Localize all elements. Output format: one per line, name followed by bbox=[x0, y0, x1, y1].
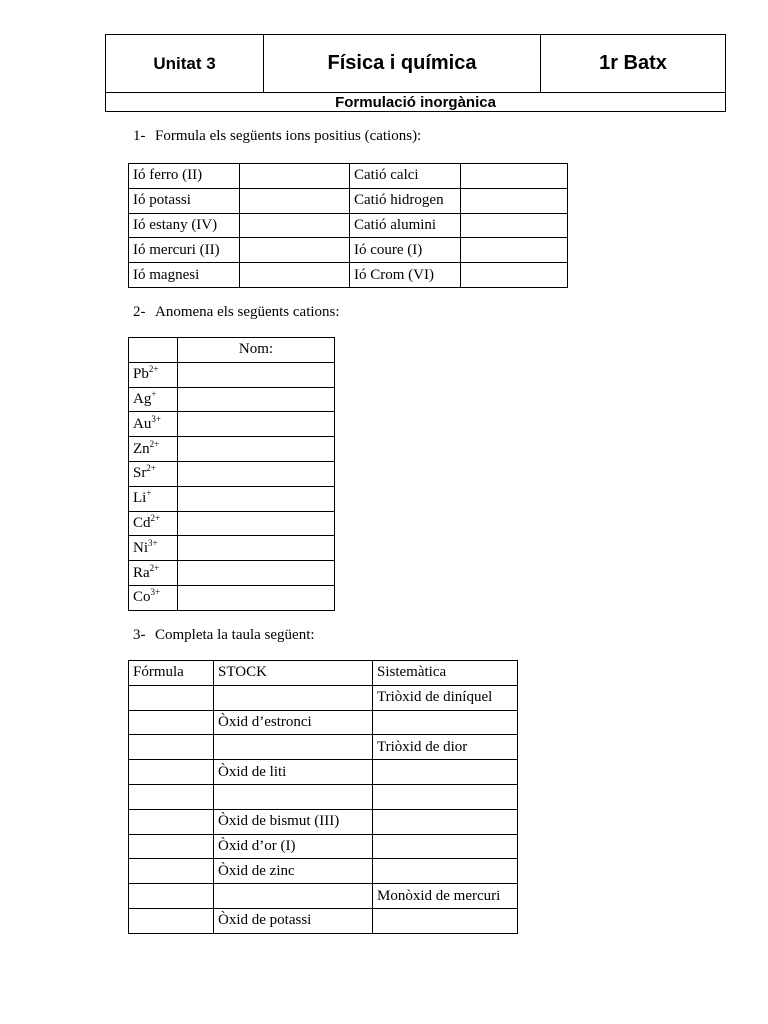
table-row bbox=[129, 809, 518, 834]
element-symbol: Zn bbox=[133, 440, 150, 457]
table-row bbox=[129, 263, 568, 288]
formula-column-header: Fórmula bbox=[129, 661, 214, 686]
answer-cell[interactable] bbox=[373, 859, 518, 884]
table-row bbox=[129, 784, 518, 809]
question-3-number: 3- bbox=[133, 627, 146, 643]
answer-cell[interactable] bbox=[214, 884, 373, 909]
answer-cell[interactable] bbox=[240, 263, 350, 288]
answer-cell[interactable] bbox=[461, 263, 568, 288]
answer-cell[interactable] bbox=[129, 760, 214, 785]
given-name-cell: Monòxid de mercuri bbox=[373, 884, 518, 909]
answer-cell[interactable] bbox=[178, 585, 335, 610]
ion-symbol-cell bbox=[129, 412, 178, 437]
element-symbol: Ra bbox=[133, 564, 150, 581]
answer-cell[interactable] bbox=[461, 188, 568, 213]
answer-cell[interactable] bbox=[214, 735, 373, 760]
given-name-cell: Òxid de bismut (III) bbox=[214, 809, 373, 834]
table-row bbox=[129, 859, 518, 884]
ion-charge: 2+ bbox=[149, 562, 160, 573]
table-row bbox=[129, 213, 568, 238]
stock-column-header: STOCK bbox=[214, 661, 373, 686]
table-row bbox=[129, 461, 335, 486]
ion-name-cell: Catió calci bbox=[350, 164, 461, 189]
ion-symbol-cell bbox=[129, 486, 178, 511]
answer-cell[interactable] bbox=[129, 809, 214, 834]
table-row bbox=[129, 884, 518, 909]
table-row bbox=[129, 760, 518, 785]
given-name-cell: Òxid de zinc bbox=[214, 859, 373, 884]
ion-symbol-cell bbox=[129, 362, 178, 387]
ion-charge: 2+ bbox=[148, 364, 159, 375]
element-symbol: Au bbox=[133, 415, 152, 432]
question-3-text: Completa la taula següent: bbox=[155, 627, 315, 643]
answer-cell[interactable] bbox=[461, 238, 568, 263]
given-name-cell: Triòxid de diníquel bbox=[373, 685, 518, 710]
ion-name-cell: Catió hidrogen bbox=[350, 188, 461, 213]
answer-cell[interactable] bbox=[240, 238, 350, 263]
ion-symbol-cell bbox=[129, 536, 178, 561]
worksheet-header bbox=[105, 34, 726, 112]
answer-cell[interactable] bbox=[178, 387, 335, 412]
ion-name-cell: Ió coure (I) bbox=[350, 238, 461, 263]
table-row bbox=[129, 238, 568, 263]
table-row bbox=[129, 188, 568, 213]
element-symbol: Ni bbox=[133, 539, 148, 556]
answer-cell[interactable] bbox=[178, 561, 335, 586]
table-row bbox=[129, 511, 335, 536]
answer-cell[interactable] bbox=[129, 884, 214, 909]
answer-cell[interactable] bbox=[178, 511, 335, 536]
ion-name-cell: Ió ferro (II) bbox=[129, 164, 240, 189]
table-row bbox=[129, 164, 568, 189]
cations-formula-table bbox=[128, 163, 568, 288]
element-symbol: Li bbox=[133, 490, 147, 507]
answer-cell[interactable] bbox=[373, 710, 518, 735]
answer-cell[interactable] bbox=[178, 412, 335, 437]
ion-charge: 2+ bbox=[146, 463, 156, 474]
ion-charge: 2+ bbox=[149, 438, 160, 449]
answer-cell[interactable] bbox=[129, 685, 214, 710]
given-name-cell: Òxid de potassi bbox=[214, 908, 373, 933]
answer-cell[interactable] bbox=[178, 486, 335, 511]
question-1-text: Formula els següents ions positius (cations): bbox=[155, 128, 422, 144]
answer-cell[interactable] bbox=[214, 784, 373, 809]
oxides-table bbox=[128, 660, 518, 934]
answer-cell[interactable] bbox=[373, 784, 518, 809]
answer-cell[interactable] bbox=[214, 685, 373, 710]
element-symbol: Co bbox=[133, 589, 151, 606]
table-row bbox=[129, 585, 335, 610]
ion-charge: 2+ bbox=[150, 512, 161, 523]
answer-cell[interactable] bbox=[178, 362, 335, 387]
answer-cell[interactable] bbox=[129, 908, 214, 933]
cations-name-table bbox=[128, 337, 335, 611]
ion-symbol-cell bbox=[129, 511, 178, 536]
ion-charge: + bbox=[151, 388, 157, 399]
ion-name-cell: Catió alumini bbox=[350, 213, 461, 238]
systematic-column-header: Sistemàtica bbox=[373, 661, 518, 686]
answer-cell[interactable] bbox=[129, 735, 214, 760]
ion-charge: + bbox=[146, 488, 152, 499]
element-symbol: Sr bbox=[133, 465, 147, 482]
ion-symbol-cell bbox=[129, 561, 178, 586]
ion-name-cell: Ió mercuri (II) bbox=[129, 238, 240, 263]
answer-cell[interactable] bbox=[178, 536, 335, 561]
given-name-cell: Òxid d’estronci bbox=[214, 710, 373, 735]
question-2-text: Anomena els següents cations: bbox=[155, 304, 340, 320]
subject-title: Física i química bbox=[264, 35, 541, 93]
given-name-cell: Òxid de liti bbox=[214, 760, 373, 785]
answer-cell[interactable] bbox=[129, 834, 214, 859]
table-row bbox=[129, 735, 518, 760]
answer-cell[interactable] bbox=[240, 164, 350, 189]
question-3 bbox=[133, 627, 315, 644]
table-row bbox=[129, 387, 335, 412]
table-row bbox=[129, 437, 335, 462]
table-row bbox=[129, 710, 518, 735]
ion-charge: 3+ bbox=[148, 537, 158, 548]
name-column-header: Nom: bbox=[178, 338, 335, 363]
table-row bbox=[129, 834, 518, 859]
question-1 bbox=[133, 128, 421, 145]
topic-title: Formulació inorgànica bbox=[106, 93, 726, 112]
given-name-cell: Triòxid de dior bbox=[373, 735, 518, 760]
element-symbol: Ag bbox=[133, 390, 152, 407]
answer-cell[interactable] bbox=[373, 834, 518, 859]
table-header-row bbox=[129, 661, 518, 686]
ion-name-cell: Ió estany (IV) bbox=[129, 213, 240, 238]
unit-label: Unitat 3 bbox=[106, 35, 264, 93]
ion-name-cell: Ió Crom (VI) bbox=[350, 263, 461, 288]
course-label: 1r Batx bbox=[541, 35, 726, 93]
answer-cell[interactable] bbox=[461, 164, 568, 189]
answer-cell[interactable] bbox=[129, 710, 214, 735]
ion-symbol-cell bbox=[129, 585, 178, 610]
answer-cell[interactable] bbox=[129, 784, 214, 809]
answer-cell[interactable] bbox=[373, 908, 518, 933]
table-row bbox=[129, 685, 518, 710]
table-header-row bbox=[129, 338, 335, 363]
table-row bbox=[129, 536, 335, 561]
ion-charge: 3+ bbox=[151, 413, 161, 424]
element-symbol: Pb bbox=[133, 366, 149, 383]
question-2 bbox=[133, 304, 340, 321]
answer-cell[interactable] bbox=[461, 213, 568, 238]
ion-name-cell: Ió magnesi bbox=[129, 263, 240, 288]
answer-cell[interactable] bbox=[373, 760, 518, 785]
answer-cell[interactable] bbox=[240, 213, 350, 238]
table-row bbox=[129, 362, 335, 387]
ion-name-cell: Ió potassi bbox=[129, 188, 240, 213]
answer-cell[interactable] bbox=[240, 188, 350, 213]
answer-cell[interactable] bbox=[373, 809, 518, 834]
element-symbol: Cd bbox=[133, 514, 151, 531]
empty-header-cell bbox=[129, 338, 178, 363]
table-row bbox=[129, 561, 335, 586]
ion-charge: 3+ bbox=[150, 587, 161, 598]
question-2-number: 2- bbox=[133, 304, 146, 320]
ion-symbol-cell bbox=[129, 387, 178, 412]
answer-cell[interactable] bbox=[178, 437, 335, 462]
answer-cell[interactable] bbox=[178, 461, 335, 486]
answer-cell[interactable] bbox=[129, 859, 214, 884]
table-row bbox=[129, 412, 335, 437]
ion-symbol-cell bbox=[129, 461, 178, 486]
table-row bbox=[129, 908, 518, 933]
question-1-number: 1- bbox=[133, 128, 146, 144]
ion-symbol-cell bbox=[129, 437, 178, 462]
given-name-cell: Òxid d’or (I) bbox=[214, 834, 373, 859]
table-row bbox=[129, 486, 335, 511]
